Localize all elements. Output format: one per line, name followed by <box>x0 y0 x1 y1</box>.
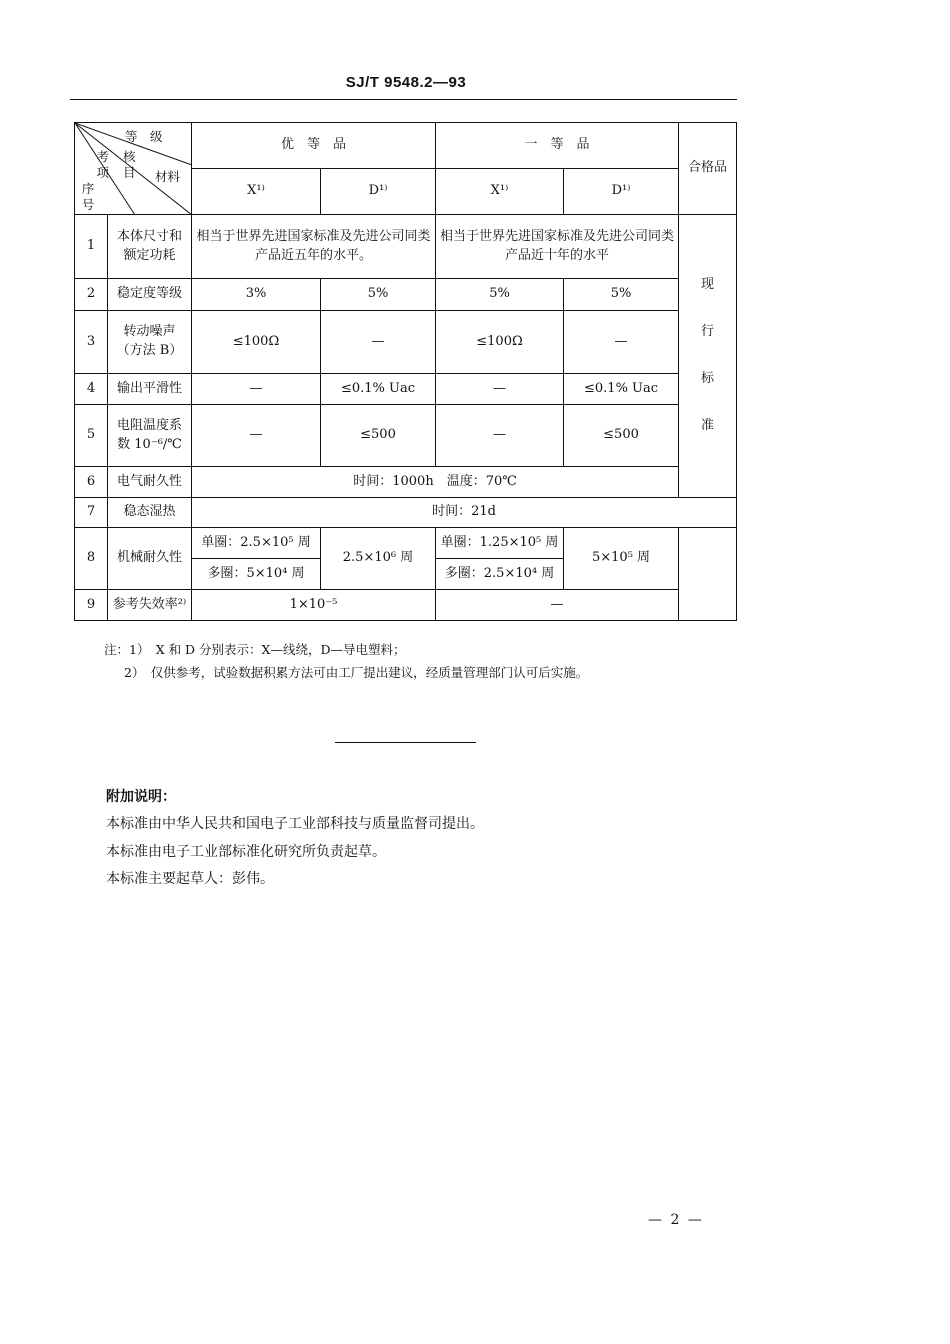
diag-item-label: 考核项目 <box>96 149 150 180</box>
row-item: 电气耐久性 <box>108 467 192 498</box>
table-row <box>75 467 737 498</box>
row-value: 时间：21d <box>192 498 737 528</box>
row-number: 2 <box>75 279 108 311</box>
row-item: 输出平滑性 <box>108 374 192 405</box>
row-value: ≤500 <box>321 405 436 467</box>
row-value: — <box>436 405 564 467</box>
table-row <box>75 405 737 467</box>
row-value: 多圈：2.5×10⁴ 周 <box>436 559 564 590</box>
row-value: 1×10⁻⁵ <box>192 590 436 621</box>
table-row <box>75 590 737 621</box>
row-value: 5% <box>321 279 436 311</box>
addendum-title: 附加说明： <box>106 789 176 805</box>
row-item: 机械耐久性 <box>108 528 192 590</box>
diag-seq-label: 序号 <box>81 181 95 212</box>
row-item: 稳态湿热 <box>108 498 192 528</box>
addendum-line: 本标准由中华人民共和国电子工业部科技与质量监督司提出。 <box>106 816 484 833</box>
row-item: 转动噪声（方法 B） <box>108 311 192 374</box>
spec-table <box>74 122 737 621</box>
note-2: 2） 仅供参考，试验数据积累方法可由工厂提出建议，经质量管理部门认可后实施。 <box>124 665 589 681</box>
group-first-class: 一 等 品 <box>436 123 679 169</box>
row-value: 3% <box>192 279 321 311</box>
row-number: 7 <box>75 498 108 528</box>
row-value: 相当于世界先进国家标准及先进公司同类产品近十年的水平 <box>436 215 679 279</box>
row-item: 稳定度等级 <box>108 279 192 311</box>
table-row <box>75 311 737 374</box>
row-number: 5 <box>75 405 108 467</box>
document-code: SJ/T 9548.2—93 <box>345 74 467 91</box>
material-d: D¹⁾ <box>564 169 679 215</box>
table-notes <box>104 638 588 684</box>
row-number: 4 <box>75 374 108 405</box>
row-number: 8 <box>75 528 108 590</box>
row-item: 参考失效率²⁾ <box>108 590 192 621</box>
table-row <box>75 374 737 405</box>
row-item: 本体尺寸和额定功耗 <box>108 215 192 279</box>
row-value: ≤0.1% Uac <box>321 374 436 405</box>
row-value: 多圈：5×10⁴ 周 <box>192 559 321 590</box>
row-number: 3 <box>75 311 108 374</box>
material-x: X¹⁾ <box>192 169 321 215</box>
group-excellent: 优 等 品 <box>192 123 436 169</box>
addendum-line: 本标准由电子工业部标准化研究所负责起草。 <box>106 843 386 860</box>
page-number: — 2 — <box>648 1212 704 1228</box>
row-item: 电阻温度系数 10⁻⁶/℃ <box>108 405 192 467</box>
table-row <box>75 528 737 559</box>
diagonal-header-cell <box>75 123 192 215</box>
row-value: — <box>436 590 679 621</box>
row-value: — <box>192 405 321 467</box>
row-value: 5×10⁵ 周 <box>564 528 679 590</box>
addendum <box>106 784 484 893</box>
diag-material-label: 材料 <box>155 169 181 184</box>
row-value: ≤0.1% Uac <box>564 374 679 405</box>
row-value: ≤100Ω <box>436 311 564 374</box>
row-value: ≤500 <box>564 405 679 467</box>
row-value: — <box>436 374 564 405</box>
addendum-line: 本标准主要起草人：彭伟。 <box>106 870 274 887</box>
row-value: 单圈：1.25×10⁵ 周 <box>436 528 564 559</box>
row-value: 相当于世界先进国家标准及先进公司同类产品近五年的水平。 <box>192 215 436 279</box>
material-d: D¹⁾ <box>321 169 436 215</box>
row-number: 6 <box>75 467 108 498</box>
row-value: 5% <box>436 279 564 311</box>
table-row <box>75 279 737 311</box>
row-value: — <box>192 374 321 405</box>
row-value: 时间：1000h 温度：70℃ <box>192 467 679 498</box>
row-value: ≤100Ω <box>192 311 321 374</box>
row-value: 5% <box>564 279 679 311</box>
header-rule <box>70 99 737 100</box>
row-value: 单圈：2.5×10⁵ 周 <box>192 528 321 559</box>
table-row <box>75 498 737 528</box>
row-number: 9 <box>75 590 108 621</box>
diag-grade-label: 等 级 <box>125 129 163 144</box>
material-x: X¹⁾ <box>436 169 564 215</box>
row-value: — <box>564 311 679 374</box>
qualified-empty-cell <box>679 528 737 621</box>
end-rule <box>335 742 476 743</box>
row-value: 2.5×10⁶ 周 <box>321 528 436 590</box>
note-1: 注：1） X 和 D 分别表示：X—线绕，D—导电塑料； <box>104 642 406 657</box>
current-standard-text: 现行标准 <box>701 277 715 433</box>
row-number: 1 <box>75 215 108 279</box>
table-row <box>75 215 737 279</box>
current-standard-cell <box>679 215 737 498</box>
group-qualified: 合格品 <box>679 123 737 215</box>
row-value: — <box>321 311 436 374</box>
